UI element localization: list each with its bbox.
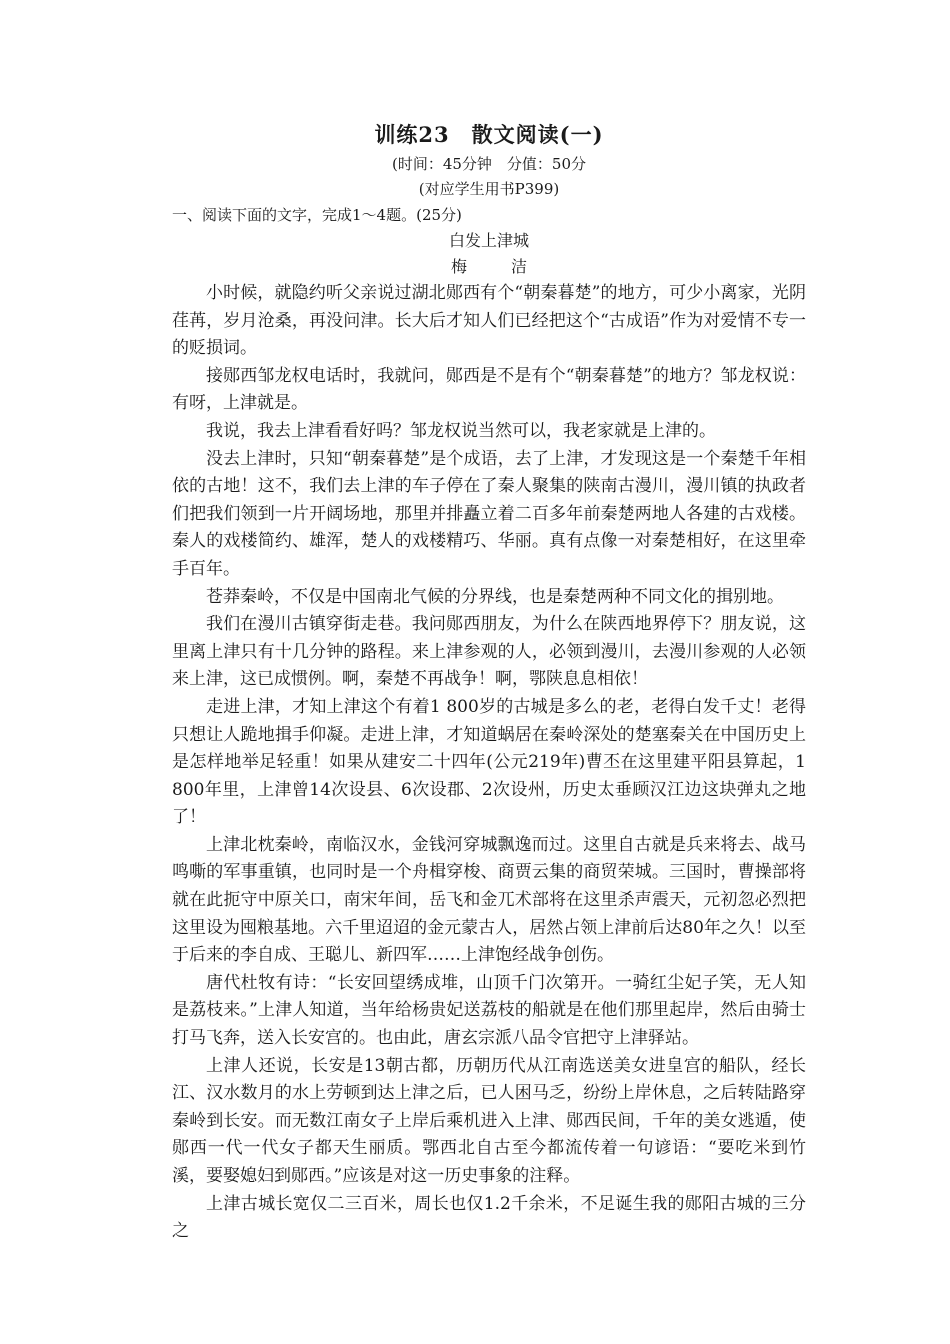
paragraph: 唐代杜牧有诗：“长安回望绣成堆，山顶千门次第开。一骑红尘妃子笑，无人知是荔枝来。”上津人知道，当年给杨贵妃送荔枝的船就是在他们那里起岸，然后由骑士打马飞奔，送入长安宫的。也由此，唐玄宗派八品令官把守上津驿站。 <box>172 972 806 1049</box>
section-instruction: 一、阅读下面的文字，完成1～4题。(25分) <box>172 206 462 224</box>
paragraph: 小时候，就隐约听父亲说过湖北郧西有个“朝秦暮楚”的地方，可少小离家，光阴荏苒，岁月沧桑，再没问津。长大后才知人们已经把这个“古成语”作为对爱情不专一的贬损词。 <box>172 283 806 359</box>
paragraph: 上津古城长宽仅二三百米，周长也仅1.2千余米，不足诞生我的郧阳古城的三分之 <box>172 1193 806 1242</box>
time-score-info: (时间：45分钟 分值：50分 <box>391 155 587 173</box>
document-page <box>172 118 806 1246</box>
reference-info: (对应学生用书P399) <box>418 180 560 198</box>
paragraph: 苍莽秦岭，不仅是中国南北气候的分界线，也是秦楚两种不同文化的揖别地。 <box>206 586 784 607</box>
paragraph: 我说，我去上津看看好吗？邹龙权说当然可以，我老家就是上津的。 <box>206 420 716 441</box>
paragraph: 接郧西邹龙权电话时，我就问，郧西是不是有个“朝秦暮楚”的地方？邹龙权说：有呀，上津就是。 <box>172 365 806 414</box>
paragraph: 上津北枕秦岭，南临汉水，金钱河穿城飘逸而过。这里自古就是兵来将去、战马鸣嘶的军事重镇，也同时是一个舟楫穿梭、商贾云集的商贸荣城。三国时，曹操部将就在此扼守中原关口，南宋年间，岳飞和金兀术部将在这里杀声震天，元初忽必烈把这里设为囤粮基地。六千里迢迢的金元蒙古人，居然占领上津前后达80年之久！以至于后来的李自成、王聪儿、新四军……上津饱经战争创伤。 <box>172 834 806 966</box>
paragraph: 我们在漫川古镇穿街走巷。我问郧西朋友，为什么在陕西地界停下？朋友说，这里离上津只有十几分钟的路程。来上津参观的人，必领到漫川，去漫川参观的人必领来上津，这已成惯例。啊，秦楚不再战争！啊，鄂陕息息相依！ <box>172 614 806 690</box>
paragraph: 上津人还说，长安是13朝古都，历朝历代从江南选送美女进皇宫的船队，经长江、汉水数月的水上劳顿到达上津之后，已人困马乏，纷纷上岸休息，之后转陆路穿秦岭到长安。而无数江南女子上岸后乘机进入上津、郧西民间，千年的美女逃遁，使郧西一代一代女子都天生丽质。鄂西北自古至今都流传着一句谚语：“要吃米到竹溪，要娶媳妇到郧西。”应该是对这一历史事象的注释。 <box>172 1055 806 1186</box>
paragraph: 没去上津时，只知“朝秦暮楚”是个成语，去了上津，才发现这是一个秦楚千年相依的古地！这不，我们去上津的车子停在了秦人聚集的陕南古漫川，漫川镇的执政者们把我们领到一片开阔场地，那里并排矗立着二百多年前秦楚两地人各建的古戏楼。秦人的戏楼简约、雄浑，楚人的戏楼精巧、华丽。真有点像一对秦楚相好，在这里牵手百年。 <box>172 448 806 579</box>
paragraph: 走进上津，才知上津这个有着1 800岁的古城是多么的老，老得白发千丈！老得只想让人跪地揖手仰凝。走进上津，才知道蜗居在秦岭深处的楚塞秦关在中国历史上是怎样地举足轻重！如果从建安二十四年(公元219年)曹丕在这里建平阳县算起，1 800年里，上津曾14次设县、6次设郡、2次设州，历史太垂顾汉江边这块弹丸之地了！ <box>172 696 806 828</box>
article-author: 梅 洁 <box>450 257 541 276</box>
page-title: 训练23 散文阅读(一) <box>374 122 604 147</box>
article-title: 白发上津城 <box>448 231 529 250</box>
